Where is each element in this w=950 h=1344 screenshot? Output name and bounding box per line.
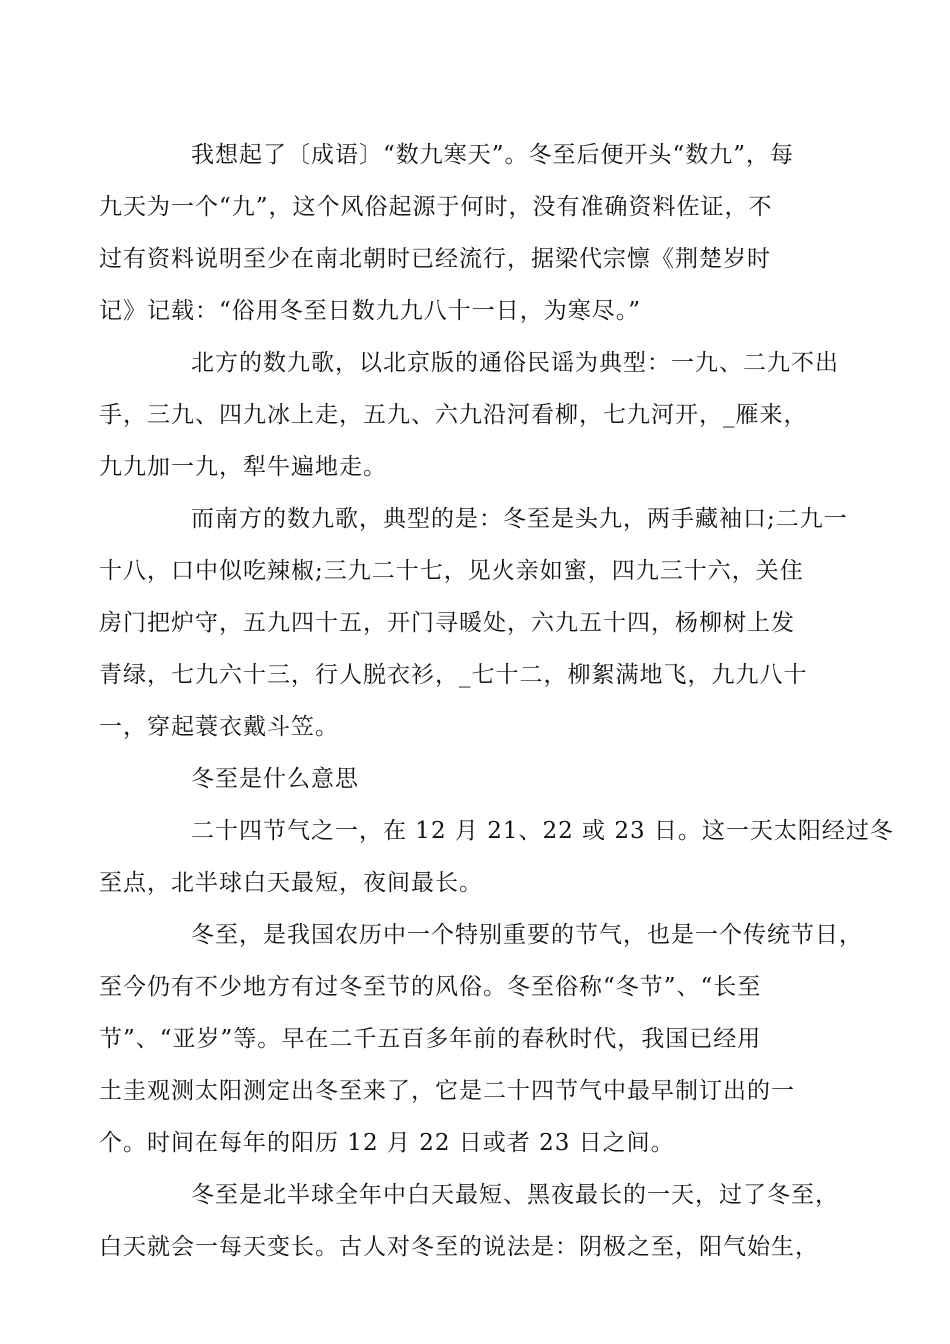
text-line: 过有资料说明至少在南北朝时已经流行，据梁代宗懔《荆楚岁时 bbox=[99, 246, 771, 272]
text-line: 土圭观测太阳测定出冬至来了，它是二十四节气中最早制订出的一 bbox=[99, 1078, 795, 1104]
text-line: 房门把炉守，五九四十五，开门寻暖处，六九五十四，杨柳树上发 bbox=[99, 610, 795, 636]
text-line: 九九加一九，犁牛遍地走。 bbox=[99, 454, 387, 480]
text-line: 节”、“亚岁”等。早在二千五百多年前的春秋时代，我国已经用 bbox=[99, 1026, 762, 1052]
text-line: 一，穿起蓑衣戴斗笠。 bbox=[99, 714, 339, 740]
text-line: 冬至是北半球全年中白天最短、黑夜最长的一天，过了冬至， bbox=[191, 1182, 839, 1208]
paragraph-definition bbox=[99, 805, 894, 909]
text-line: 记》记载：“俗用冬至日数九九八十一日，为寒尽。” bbox=[99, 298, 642, 324]
text-line: 青绿，七九六十三，行人脱衣衫，_七十二，柳絮满地飞，九九八十 bbox=[99, 662, 808, 688]
text-line: 个。时间在每年的阳历 12 月 22 日或者 23 日之间。 bbox=[99, 1130, 675, 1156]
paragraph-festival bbox=[99, 909, 863, 1169]
text-line: 九天为一个“九”，这个风俗起源于何时，没有准确资料佐证，不 bbox=[99, 194, 773, 220]
text-line: 我想起了〔成语〕“数九寒天”。冬至后便开头“数九”，每 bbox=[191, 142, 795, 168]
text-line: 十八，口中似吃辣椒;三九二十七，见火亲如蜜，四九三十六，关住 bbox=[99, 558, 804, 584]
paragraph-shortest-day bbox=[99, 1169, 839, 1273]
text-line: 手，三九、四九冰上走，五九、六九沿河看柳，七九河开，_雁来， bbox=[99, 402, 808, 428]
text-line: 至点，北半球白天最短，夜间最长。 bbox=[99, 870, 483, 896]
text-line: 冬至是什么意思 bbox=[191, 766, 359, 792]
text-line: 二十四节气之一，在 12 月 21、22 或 23 日。这一天太阳经过冬 bbox=[191, 818, 894, 844]
text-line: 北方的数九歌，以北京版的通俗民谣为典型：一九、二九不出 bbox=[191, 350, 839, 376]
paragraph-shujiu-intro bbox=[99, 129, 825, 337]
paragraph-northern-song bbox=[99, 337, 839, 493]
section-heading bbox=[145, 753, 825, 805]
text-line: 白天就会一每天变长。古人对冬至的说法是：阴极之至，阳气始生， bbox=[99, 1234, 819, 1260]
text-line: 至今仍有不少地方有过冬至节的风俗。冬至俗称“冬节”、“长至 bbox=[99, 974, 762, 1000]
text-line: 冬至，是我国农历中一个特别重要的节气，也是一个传统节日， bbox=[191, 922, 863, 948]
paragraph-southern-song bbox=[99, 493, 848, 753]
text-line: 而南方的数九歌，典型的是：冬至是头九，两手藏袖口;二九一 bbox=[191, 506, 848, 532]
document-body bbox=[99, 129, 894, 1273]
